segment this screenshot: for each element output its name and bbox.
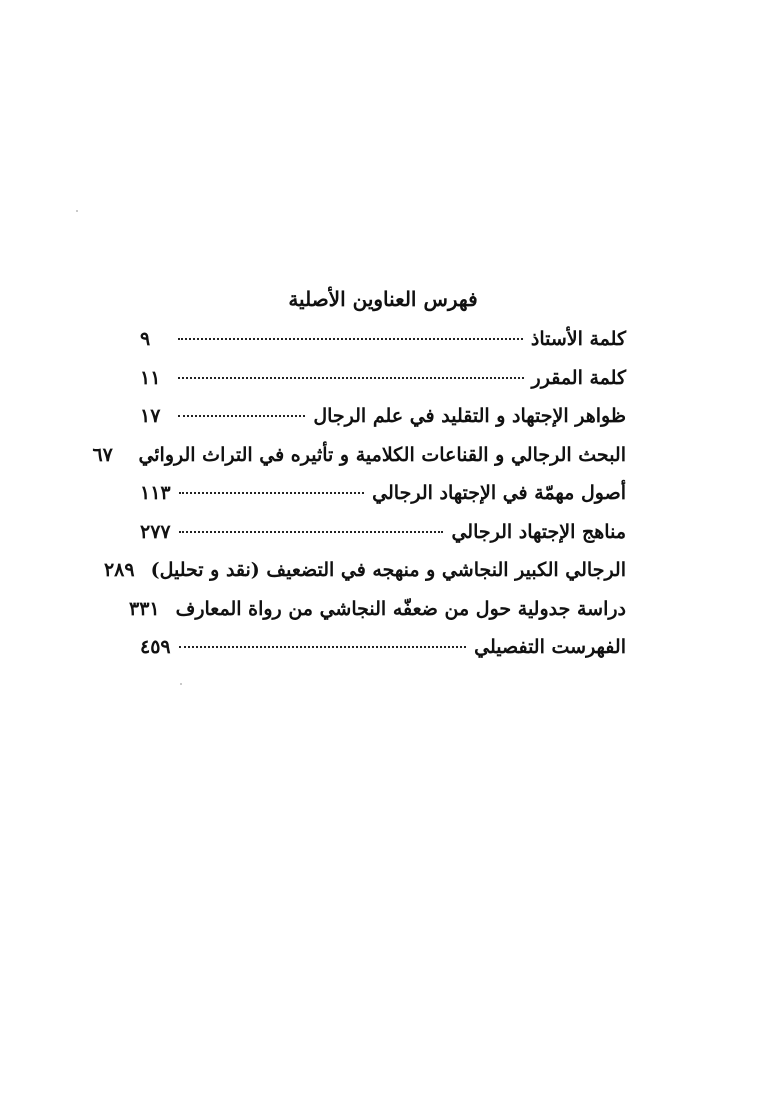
toc-entry-title: ظواهر الإجتهاد و التقليد في علم الرجال: [313, 405, 626, 427]
dot-leader: [179, 531, 444, 533]
toc-entry-page-number: ٤٥٩: [140, 636, 171, 658]
toc-entry[interactable]: [140, 628, 626, 667]
table-of-contents: [92, 280, 626, 667]
toc-entry-title: كلمة الأستاذ: [530, 328, 626, 350]
dot-leader: [178, 338, 523, 340]
toc-entry[interactable]: [140, 397, 626, 436]
toc-entry-page-number: ٣٣١: [129, 597, 160, 620]
toc-entry[interactable]: [129, 590, 626, 629]
toc-entry[interactable]: [140, 474, 626, 513]
toc-entry-page-number: ٢٨٩: [103, 559, 135, 581]
toc-entry-page-number: ٩: [140, 328, 151, 350]
dot-leader: [178, 415, 305, 417]
toc-entry-title: كلمة المقرر: [531, 366, 626, 389]
toc-title: فهرس العناوين الأصلية: [288, 287, 478, 311]
toc-entry-title: الرجالي الكبير النجاشي و منهجه في التضعيف (نقد و تحليل): [150, 559, 626, 581]
toc-entry-title: دراسة جدولية حول من ضعفّه النجاشي من رواة المعارف: [175, 597, 626, 620]
scan-speck: [180, 683, 182, 685]
toc-entry-page-number: ١١٣: [140, 482, 171, 504]
toc-entry-title: البحث الرجالي و القناعات الكلامية و تأثيره في التراث الروائي: [138, 443, 626, 466]
dot-leader: [179, 492, 365, 494]
scan-speck: [76, 210, 78, 212]
toc-entry-title: مناهج الإجتهاد الرجالي: [451, 520, 626, 543]
toc-entry-page-number: ١٧: [140, 405, 161, 427]
toc-entry-title: الفهرست التفصيلي: [474, 636, 626, 658]
toc-entry[interactable]: [140, 359, 626, 398]
toc-entry-page-number: ٦٧: [92, 443, 113, 466]
toc-entry-page-number: ٢٧٧: [140, 520, 171, 543]
toc-entry[interactable]: [92, 436, 626, 475]
toc-entry[interactable]: [140, 320, 626, 359]
toc-entry-title: أصول مهمّة في الإجتهاد الرجالي: [372, 482, 626, 504]
toc-entry[interactable]: [103, 551, 626, 590]
dot-leader: [179, 646, 467, 648]
toc-list: [92, 320, 626, 667]
toc-entry-page-number: ١١: [140, 366, 161, 389]
dot-leader: [178, 377, 524, 379]
toc-entry[interactable]: [140, 513, 626, 552]
